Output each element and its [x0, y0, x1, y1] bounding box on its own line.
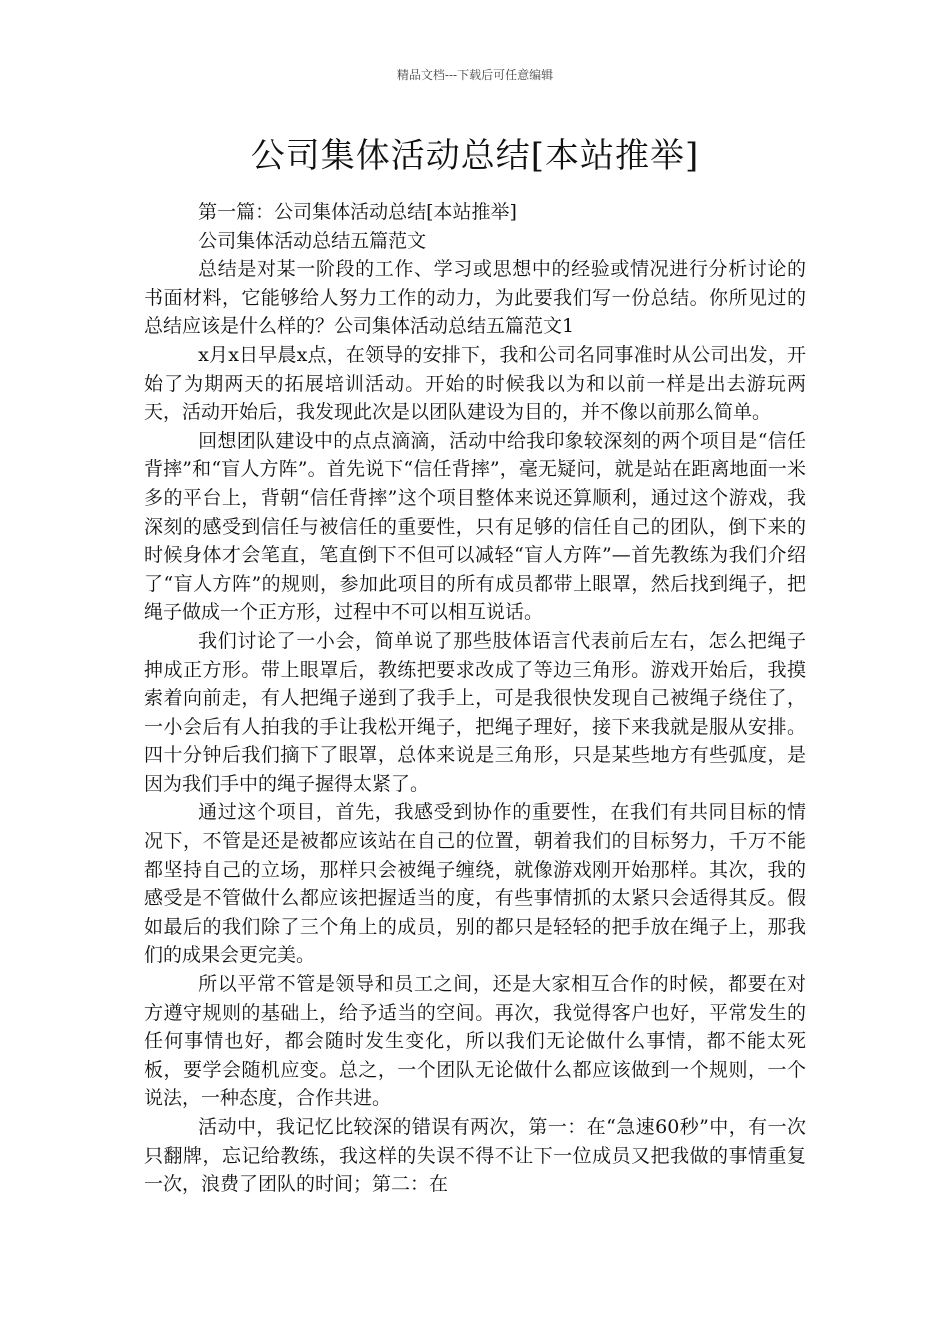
- document-title: 公司集体活动总结[本站推举]: [250, 136, 700, 176]
- paragraph: 所以平常不管是领导和员工之间，还是大家相互合作的时候，都要在对方遵守规则的基础上，给予适当的空间。再次，我觉得客户也好，平常发生的任何事情也好，都会随时发生变化，所以我们无论做什么事情，都不能太死板，要学会随机应变。总之，一个团队无论做什么都应该做到一个规则，一个说法，一种态度，合作共进。: [144, 973, 806, 1110]
- paragraph-subheading: 第一篇：公司集体活动总结[本站推举]: [198, 201, 517, 223]
- paragraph: 活动中，我记忆比较深的错误有两次，第一：在“急速60秒”中，有一次只翻牌，忘记给教练，我这样的失误不得不让下一位成员又把我做的事情重复一次，浪费了团队的时间；第二：在: [144, 1116, 806, 1196]
- paragraph: 回想团队建设中的点点滴滴，活动中给我印象较深刻的两个项目是“信任背摔”和“盲人方阵”。首先说下“信任背摔”，毫无疑问，就是站在距离地面一米多的平台上，背朝“信任背摔”这个项目整体来说还算顺利，通过这个游戏，我深刻的感受到信任与被信任的重要性，只有足够的信任自己的团队，倒下来的时候身体才会笔直，笔直倒下不但可以减轻“盲人方阵”—首先教练为我们介绍了“盲人方阵”的规则，参加此项目的所有成员都带上眼罩，然后找到绳子，把绳子做成一个正方形，过程中不可以相互说话。: [144, 429, 806, 624]
- paragraph: x月x日早晨x点，在领导的安排下，我和公司名同事准时从公司出发，开始了为期两天的拓展培训活动。开始的时候我以为和以前一样是出去游玩两天，活动开始后，我发现此次是以团队建设为目的，并不像以前那么简单。: [144, 343, 806, 424]
- page-header: 精品文档---下载后可任意编辑: [396, 68, 554, 82]
- paragraph: 我们讨论了一小会，简单说了那些肢体语言代表前后左右，怎么把绳子抻成正方形。带上眼罩后，教练把要求改成了等边三角形。游戏开始后，我摸索着向前走，有人把绳子递到了我手上，可是我很快发现自己被绳子绕住了，一小会后有人拍我的手让我松开绳子，把绳子理好，接下来我就是服从安排。四十分钟后我们摘下了眼罩，总体来说是三角形，只是某些地方有些弧度，是因为我们手中的绳子握得太紧了。: [144, 629, 806, 795]
- paragraph: 总结是对某一阶段的工作、学习或思想中的经验或情况进行分析讨论的书面材料，它能够给人努力工作的动力，为此要我们写一份总结。你所见过的总结应该是什么样的？公司集体活动总结五篇范文1: [144, 258, 806, 338]
- paragraph: 通过这个项目，首先，我感受到协作的重要性，在我们有共同目标的情况下，不管是还是被都应该站在自己的位置，朝着我们的目标努力，千万不能都坚持自己的立场，那样只会被绳子缠绕，就像游戏刚开始那样。其次，我的感受是不管做什么都应该把握适当的度，有些事情抓的太紧只会适得其反。假如最后的我们除了三个角上的成员，别的都只是轻轻的把手放在绳子上，那我们的成果会更完美。: [144, 801, 806, 967]
- document-body: [144, 198, 806, 1199]
- paragraph-subtitle: 公司集体活动总结五篇范文: [198, 229, 427, 252]
